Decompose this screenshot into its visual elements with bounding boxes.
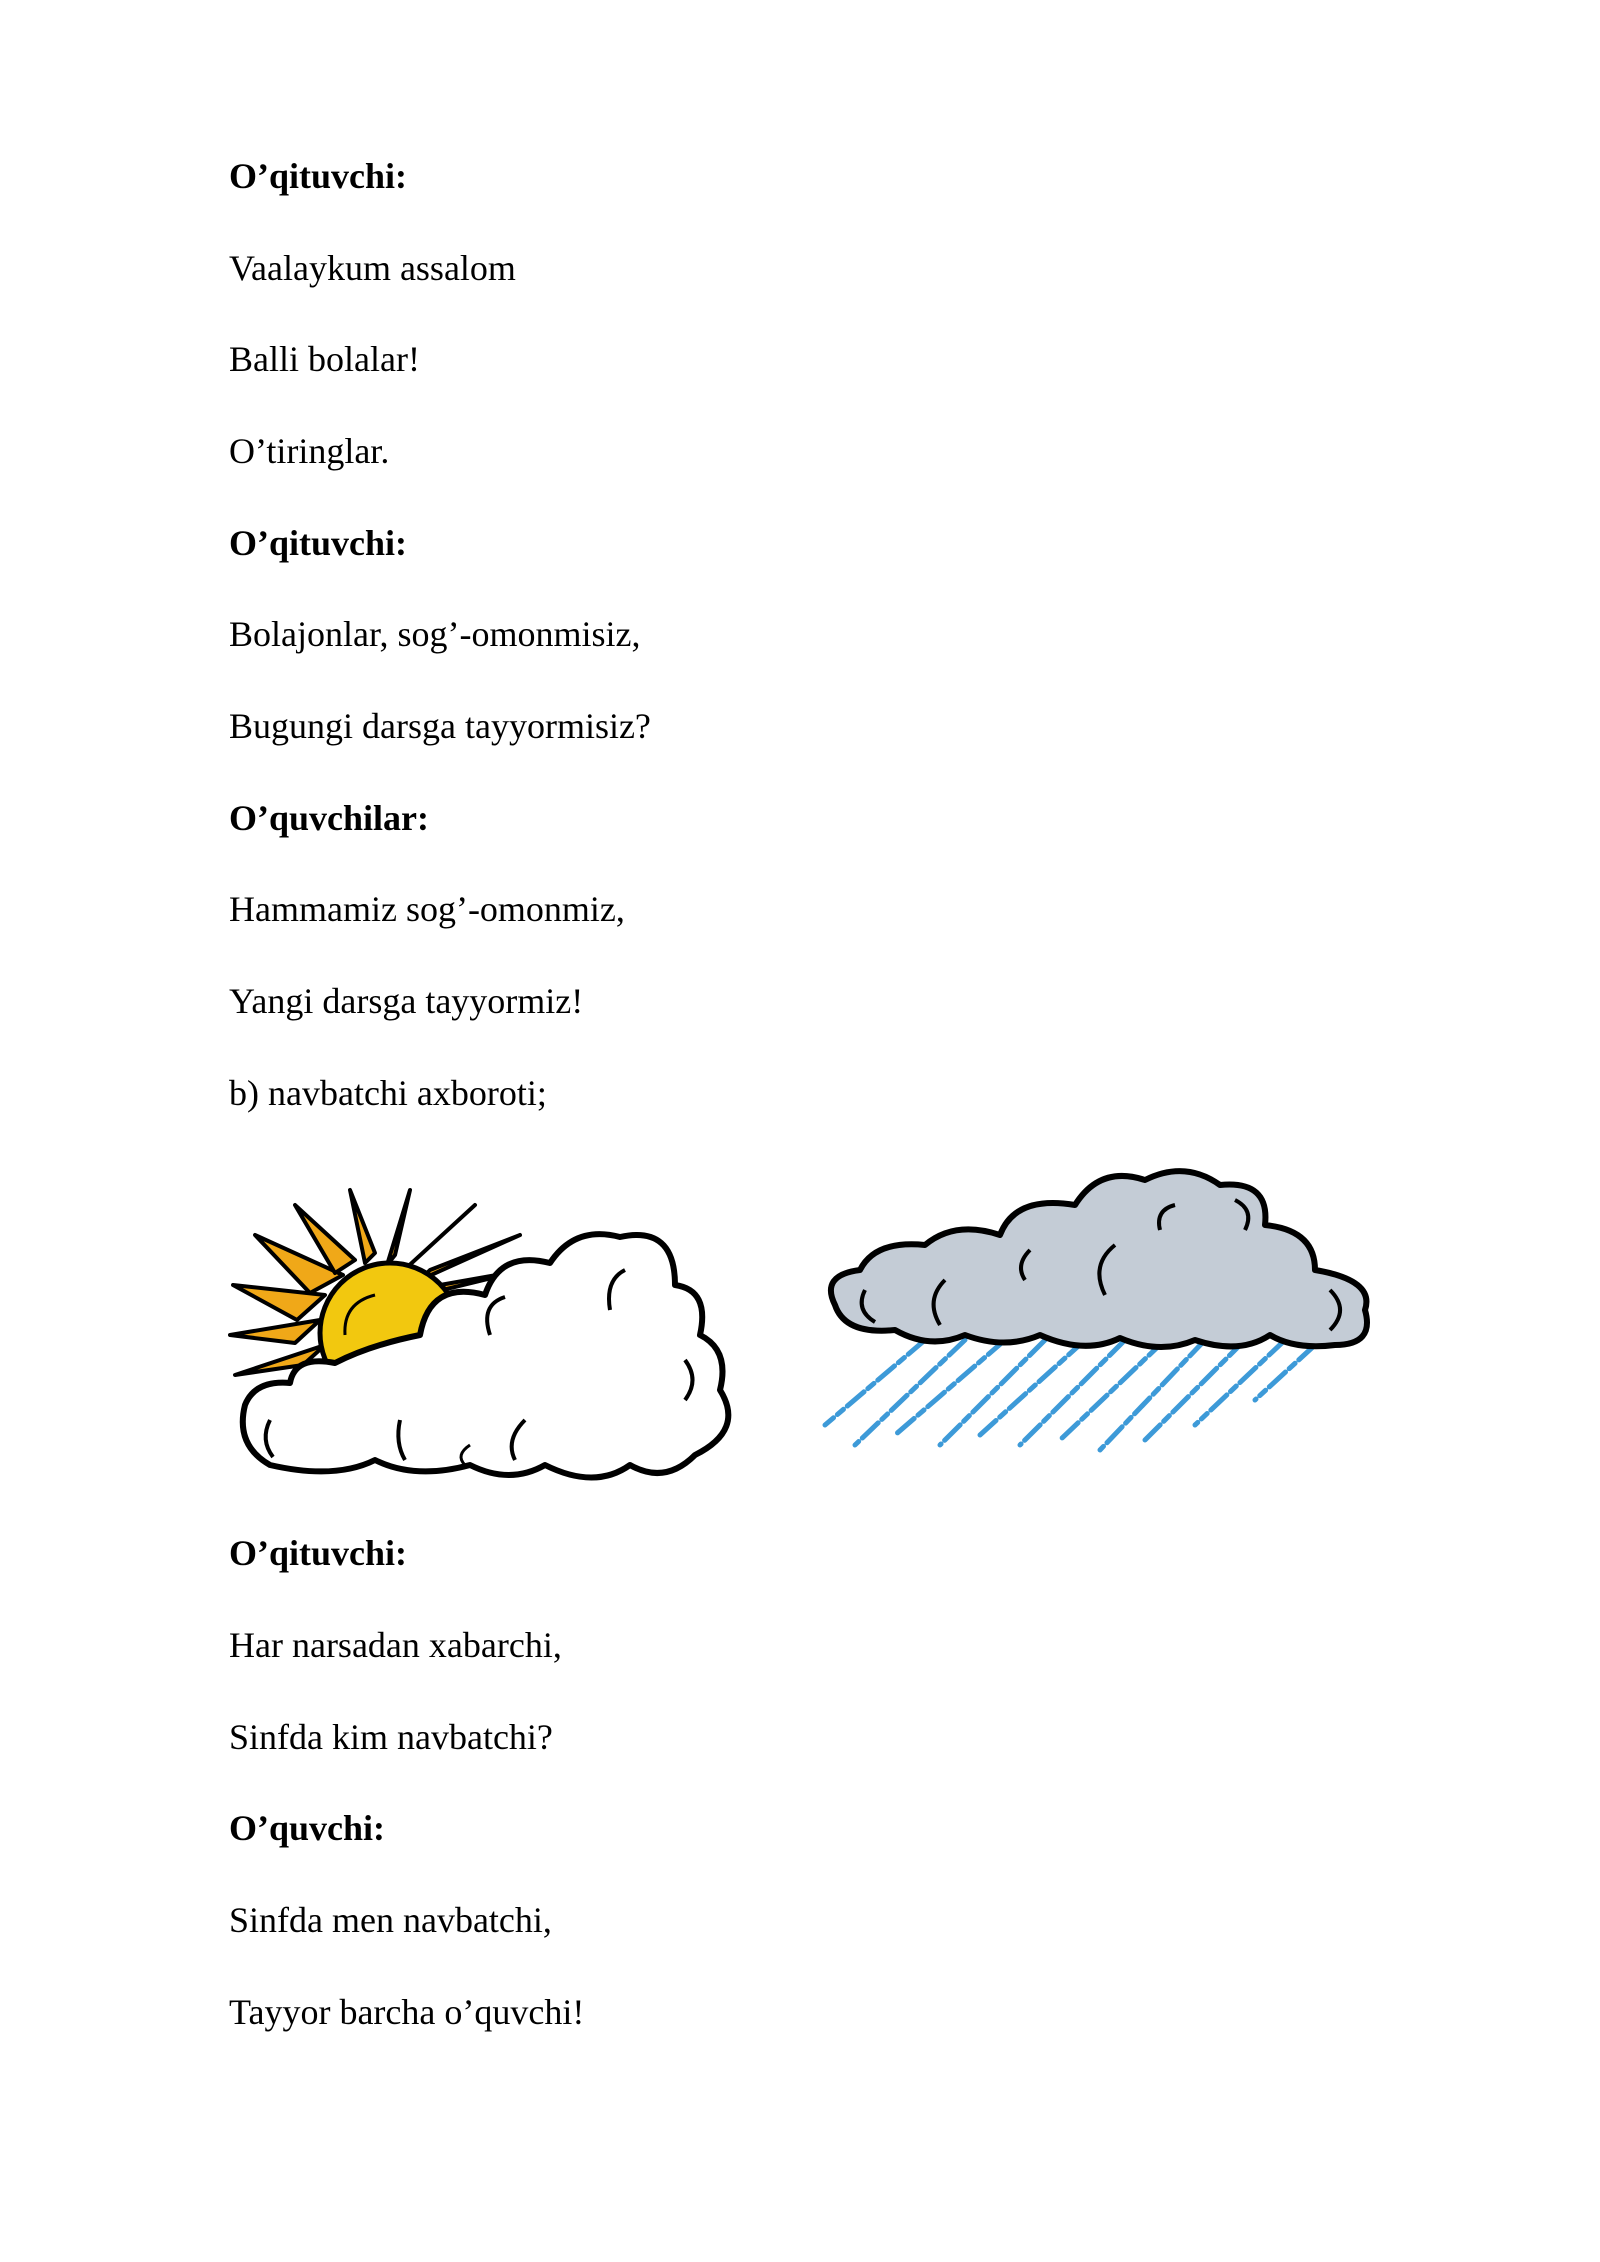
section-label: b) navbatchi axboroti; xyxy=(229,1073,547,1113)
text-line: Hammamiz sog’-omonmiz, xyxy=(229,889,625,929)
speaker-label: O’quvchilar: xyxy=(229,798,430,838)
text-line: Sinfda kim navbatchi? xyxy=(229,1717,553,1757)
text-line: Vaalaykum assalom xyxy=(229,248,516,288)
speaker-label: O’qituvchi: xyxy=(229,523,408,563)
rain-icon xyxy=(825,1340,1315,1450)
speaker-label: O’qituvchi: xyxy=(229,1533,408,1573)
speaker-label: O’quvchi: xyxy=(229,1808,386,1848)
text-line: Bolajonlar, sog’-omonmisiz, xyxy=(229,614,641,654)
sun-cloud-illustration xyxy=(225,1185,745,1485)
text-line: Har narsadan xabarchi, xyxy=(229,1625,562,1665)
text-line: Bugungi darsga tayyormisiz? xyxy=(229,706,651,746)
rain-cloud-illustration xyxy=(815,1150,1415,1480)
text-line: Tayyor barcha o’quvchi! xyxy=(229,1992,585,2032)
gray-cloud xyxy=(831,1171,1367,1347)
text-line: Yangi darsga tayyormiz! xyxy=(229,981,584,1021)
text-line: Balli bolalar! xyxy=(229,339,420,379)
text-line: Sinfda men navbatchi, xyxy=(229,1900,552,1940)
speaker-label: O’qituvchi: xyxy=(229,156,408,196)
text-line: O’tiringlar. xyxy=(229,431,390,471)
